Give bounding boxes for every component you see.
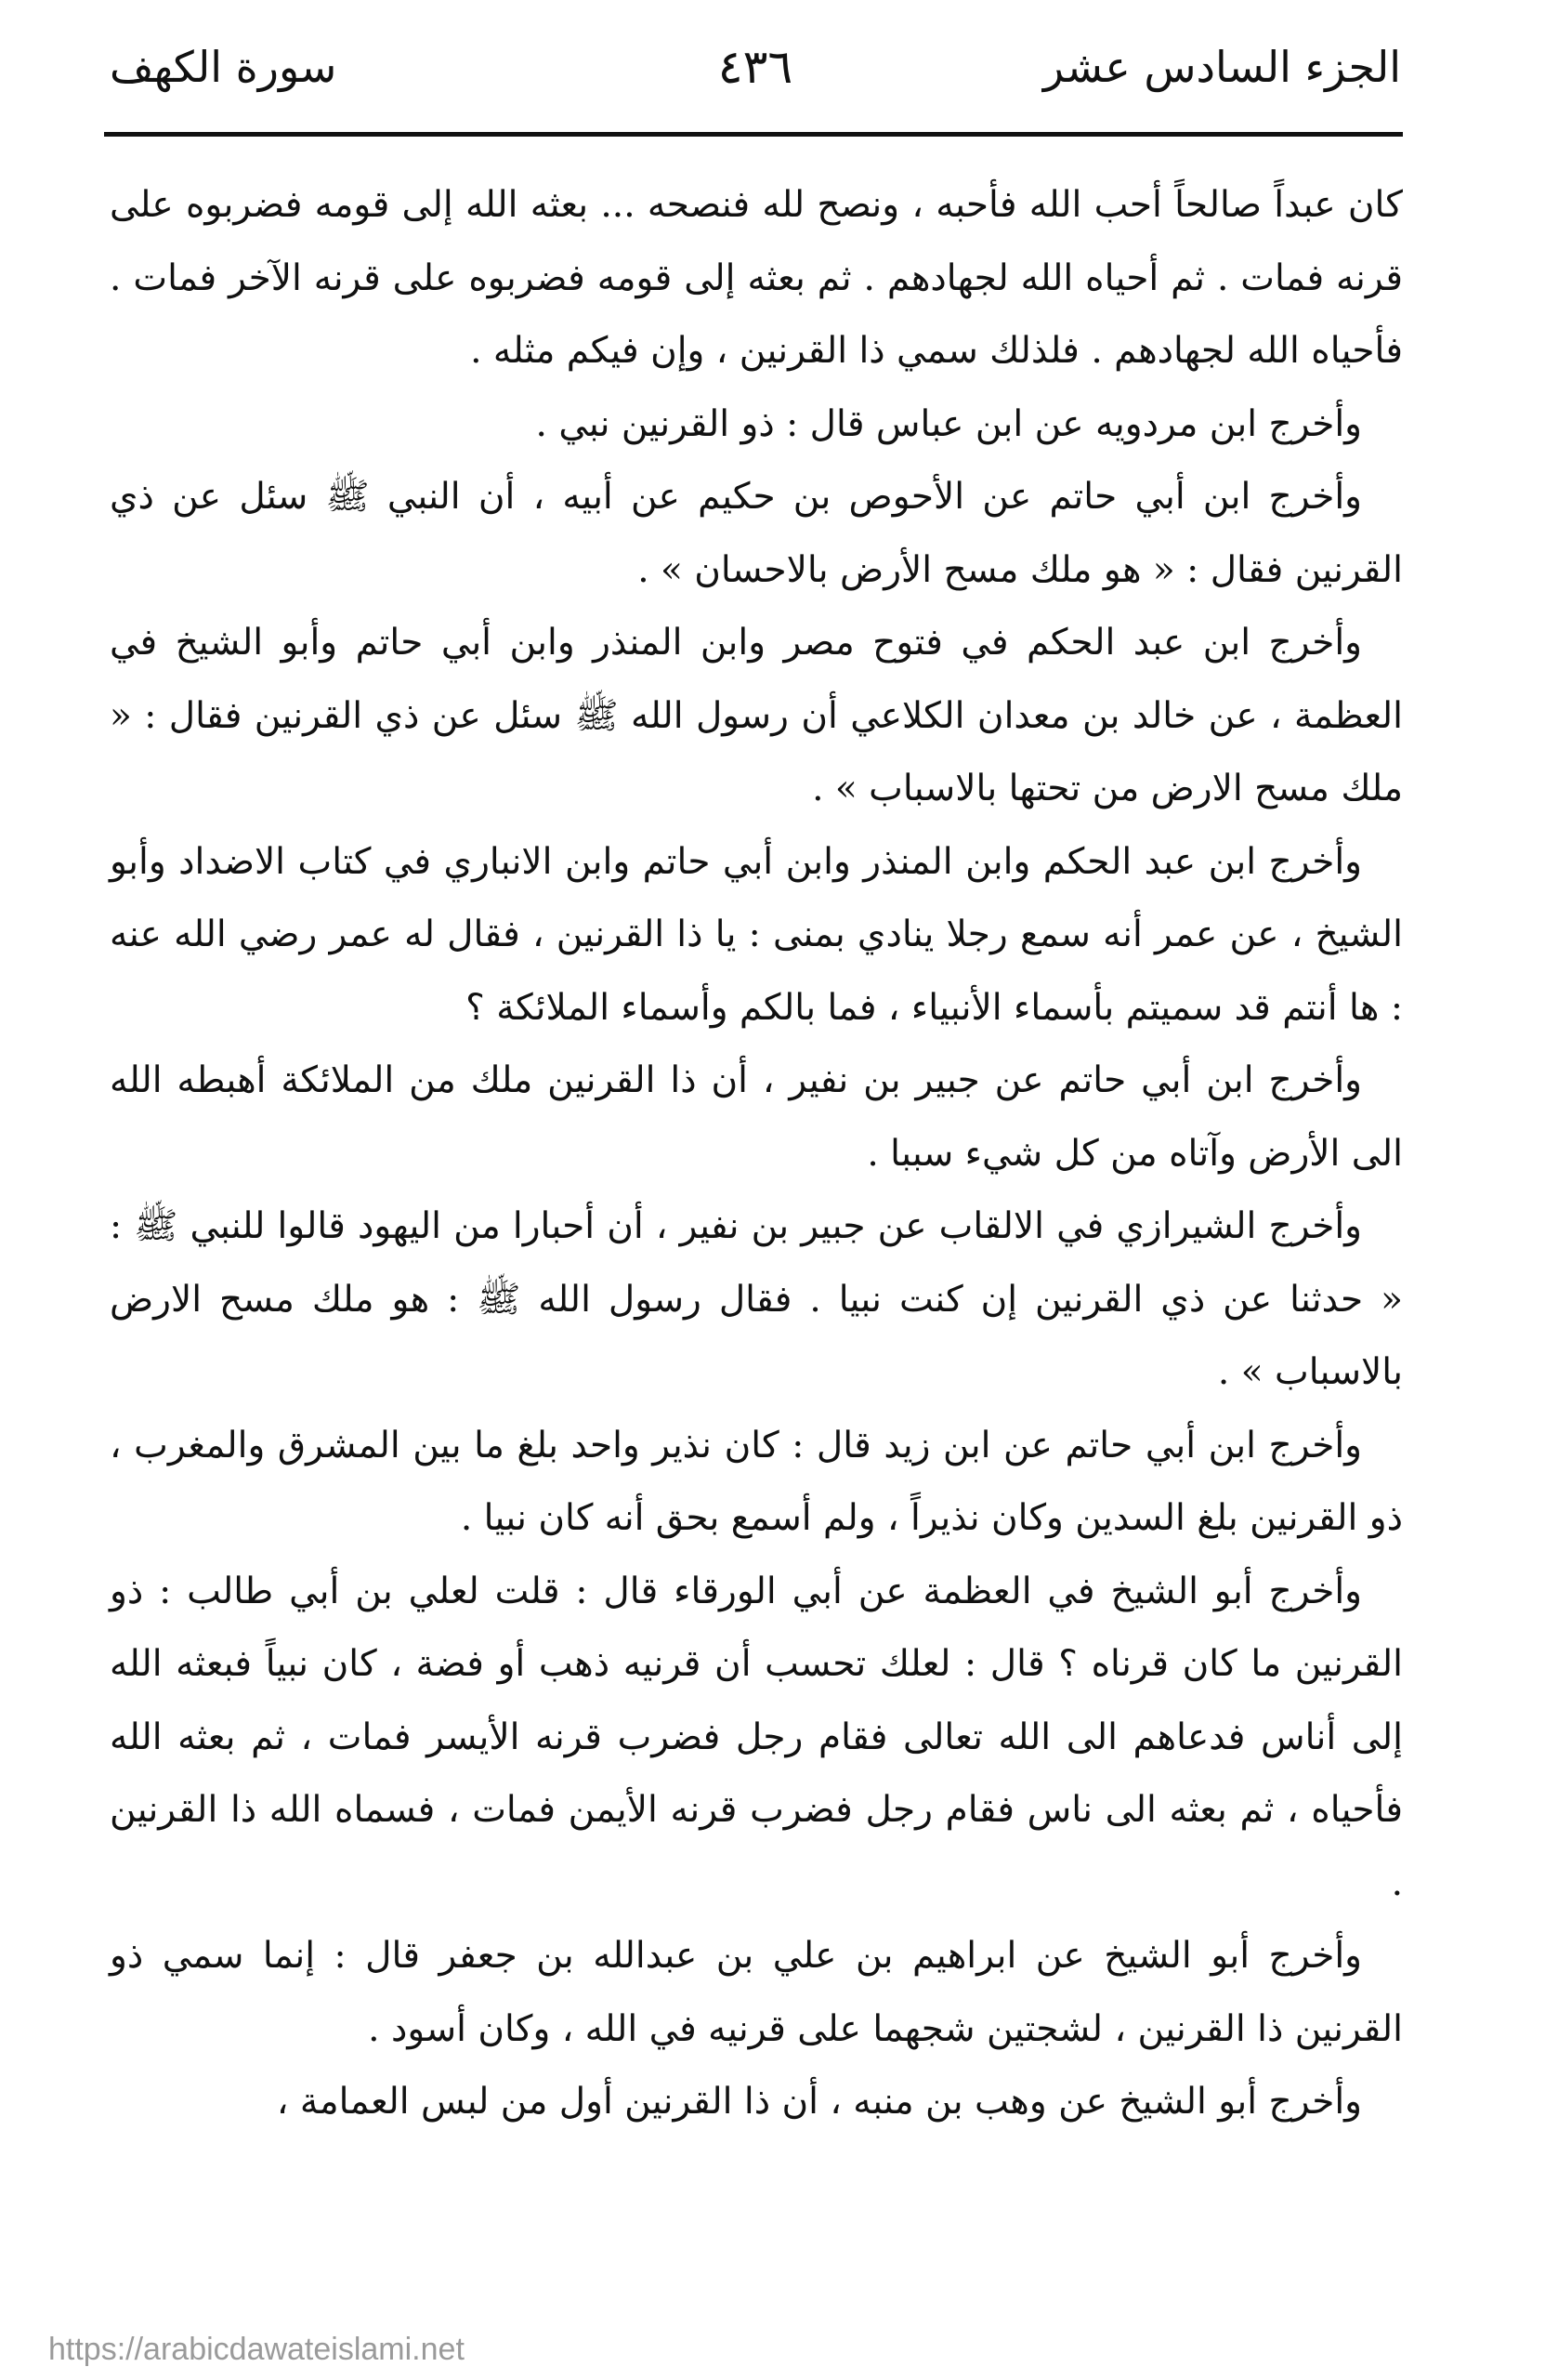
header-divider (104, 132, 1403, 137)
paragraph: كان عبداً صالحاً أحب الله فأحبه ، ونصح لله فنصحه ... بعثه الله إلى قومه فضربوه على قرنه فمات . ثم أحياه الله لجهادهم . ثم بعثه إلى قومه فضربوه على قرنه الآخر فمات . فأحياه الله لجهادهم . فلذلك سمي ذا القرنين ، وإن فيكم مثله . (110, 184, 1403, 372)
paragraph: وأخرج ابن عبد الحكم وابن المنذر وابن أبي حاتم وابن الانباري في كتاب الاضداد وأبو الشيخ ، عن عمر أنه سمع رجلا ينادي بمنى : يا ذا القرنين ، فقال له عمر رضي الله عنه : ها أنتم قد سميتم بأسماء الأنبياء ، فما بالكم وأسماء الملائكة ؟ (110, 840, 1403, 1029)
page-number: ٤٣٦ (717, 40, 793, 94)
paragraph: وأخرج أبو الشيخ في العظمة عن أبي الورقاء قال : قلت لعلي بن أبي طالب : ذو القرنين ما كان قرناه ؟ قال : لعلك تحسب أن قرنيه ذهب أو فضة ، كان نبياً فبعثه الله إلى أناس فدعاهم الى الله تعالى فقام رجل فضرب قرنه الأيسر فمات ، ثم بعثه الله فأحياه ، ثم بعثه الى ناس فقام رجل فضرب قرنه الأيمن فمات ، فسماه الله ذا القرنين . (110, 1570, 1403, 1904)
source-watermark: https://arabicdawateislami.net (48, 2332, 465, 2367)
page-header (110, 28, 1401, 112)
paragraph: وأخرج الشيرازي في الالقاب عن جبير بن نفير ، أن أحبارا من اليهود قالوا للنبي ﷺ : « حدثنا عن ذي القرنين إن كنت نبيا . فقال رسول الله ﷺ : هو ملك مسح الارض بالاسباب » . (110, 1205, 1403, 1393)
paragraph: وأخرج أبو الشيخ عن ابراهيم بن علي بن عبدالله بن جعفر قال : إنما سمي ذو القرنين ذا القرنين ، لشجتين شجهما على قرنيه في الله ، وكان أسود . (110, 1935, 1403, 2050)
paragraph: وأخرج ابن مردويه عن ابن عباس قال : ذو القرنين نبي . (535, 402, 1362, 445)
paragraph: وأخرج ابن عبد الحكم في فتوح مصر وابن المنذر وابن أبي حاتم وأبو الشيخ في العظمة ، عن خالد بن معدان الكلاعي أن رسول الله ﷺ سئل عن ذي القرنين فقال : « ملك مسح الارض من تحتها بالاسباب » . (110, 622, 1403, 809)
juz-label: الجزء السادس عشر (1042, 42, 1401, 92)
surah-label: سورة الكهف (110, 42, 337, 92)
paragraph: وأخرج أبو الشيخ عن وهب بن منبه ، أن ذا القرنين أول من لبس العمامة ، (276, 2081, 1362, 2123)
paragraph: وأخرج ابن أبي حاتم عن الأحوص بن حكيم عن أبيه ، أن النبي ﷺ سئل عن ذي القرنين فقال : « هو ملك مسح الأرض بالاحسان » . (110, 476, 1403, 591)
paragraph: وأخرج ابن أبي حاتم عن جبير بن نفير ، أن ذا القرنين ملك من الملائكة أهبطه الله الى الأرض وآتاه من كل شيء سببا . (110, 1059, 1403, 1175)
paragraph: وأخرج ابن أبي حاتم عن ابن زيد قال : كان نذير واحد بلغ ما بين المشرق والمغرب ، ذو القرنين بلغ السدين وكان نذيراً ، ولم أسمع بحق أنه كان نبيا . (110, 1424, 1403, 1539)
page-body (110, 169, 1403, 2139)
